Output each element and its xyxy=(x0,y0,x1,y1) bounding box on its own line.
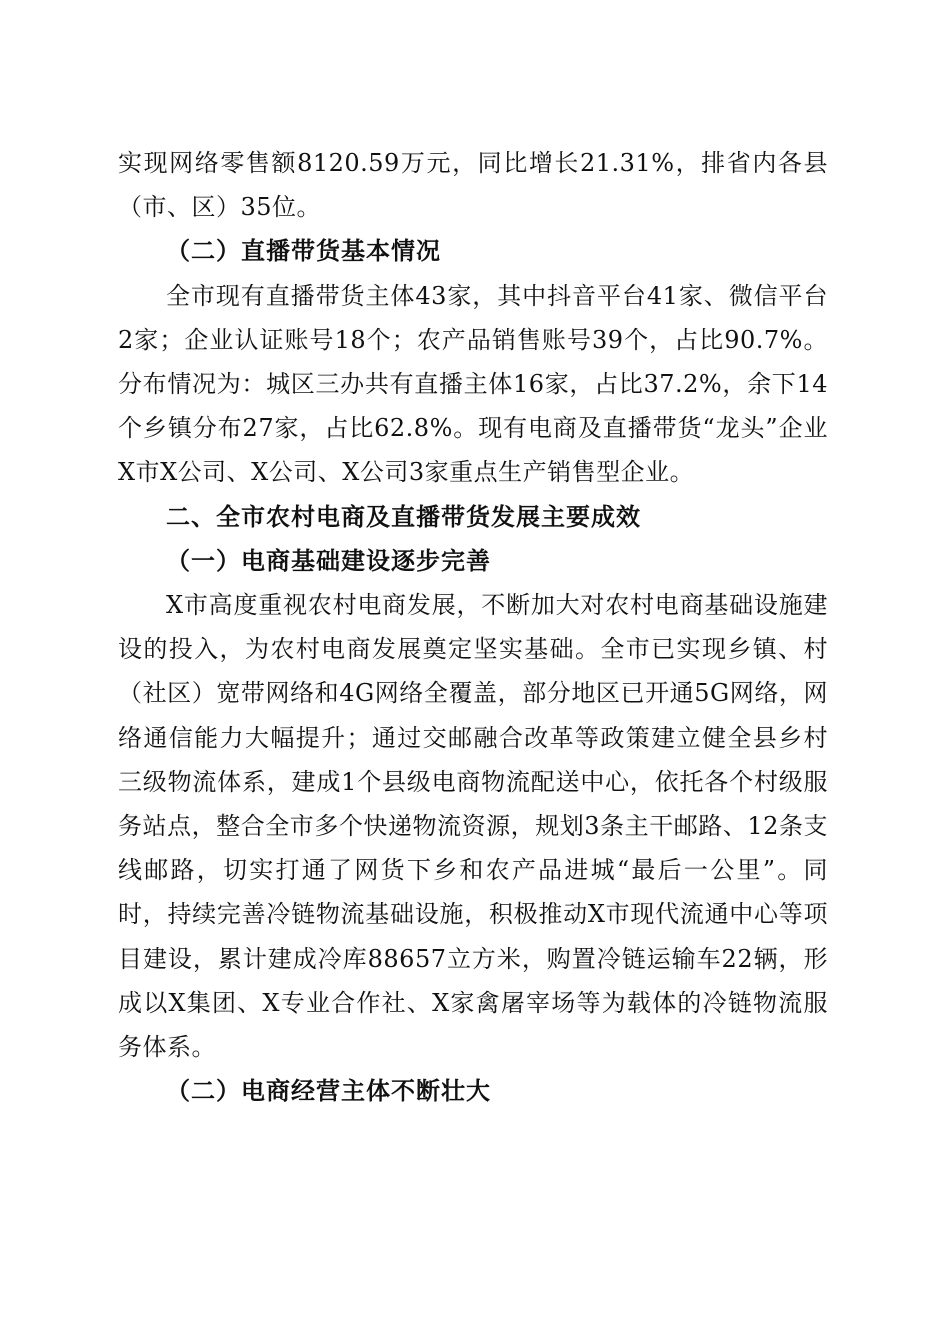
subheading-live-commerce-overview: （二）直播带货基本情况 xyxy=(166,236,441,266)
body-paragraph-live-commerce: 全市现有直播带货主体43家，其中抖音平台41家、微信平台2家；企业认证账号18个；农产品销售账号39个，占比90.7%。分布情况为：城区三办共有直播主体16家，占比37.2%，余下14个乡镇分布27家，占比62.8%。现有电商及直播带货“龙头”企业X市X公司、X公司、X公司3家重点生产销售型企业。 xyxy=(118,281,828,487)
body-paragraph-continued: 实现网络零售额8120.59万元，同比增长21.31%，排省内各县（市、区）35位。 xyxy=(118,149,828,222)
subheading-infrastructure: （一）电商基础建设逐步完善 xyxy=(166,545,491,575)
subheading-business-entities: （二）电商经营主体不断壮大 xyxy=(166,1076,491,1106)
body-paragraph-infrastructure: X市高度重视农村电商发展，不断加大对农村电商基础设施建设的投入，为农村电商发展奠定坚实基础。全市已实现乡镇、村（社区）宽带网络和4G网络全覆盖，部分地区已开通5G网络，网络通信能力大幅提升；通过交邮融合改革等政策建立健全县乡村三级物流体系，建成1个县级电商物流配送中心，依托各个村级服务站点，整合全市多个快递物流资源，规划3条主干邮路、12条支线邮路，切实打通了网货下乡和农产品进城“最后一公里”。同时，持续完善冷链物流基础设施，积极推动X市现代流通中心等项目建设，累计建成冷库88657立方米，购置冷链运输车22辆，形成以X集团、X专业合作社、X家禽屠宰场等为载体的冷链物流服务体系。 xyxy=(118,591,828,1062)
section-heading-achievements: 二、全市农村电商及直播带货发展主要成效 xyxy=(166,502,641,531)
document-body xyxy=(118,141,828,1113)
